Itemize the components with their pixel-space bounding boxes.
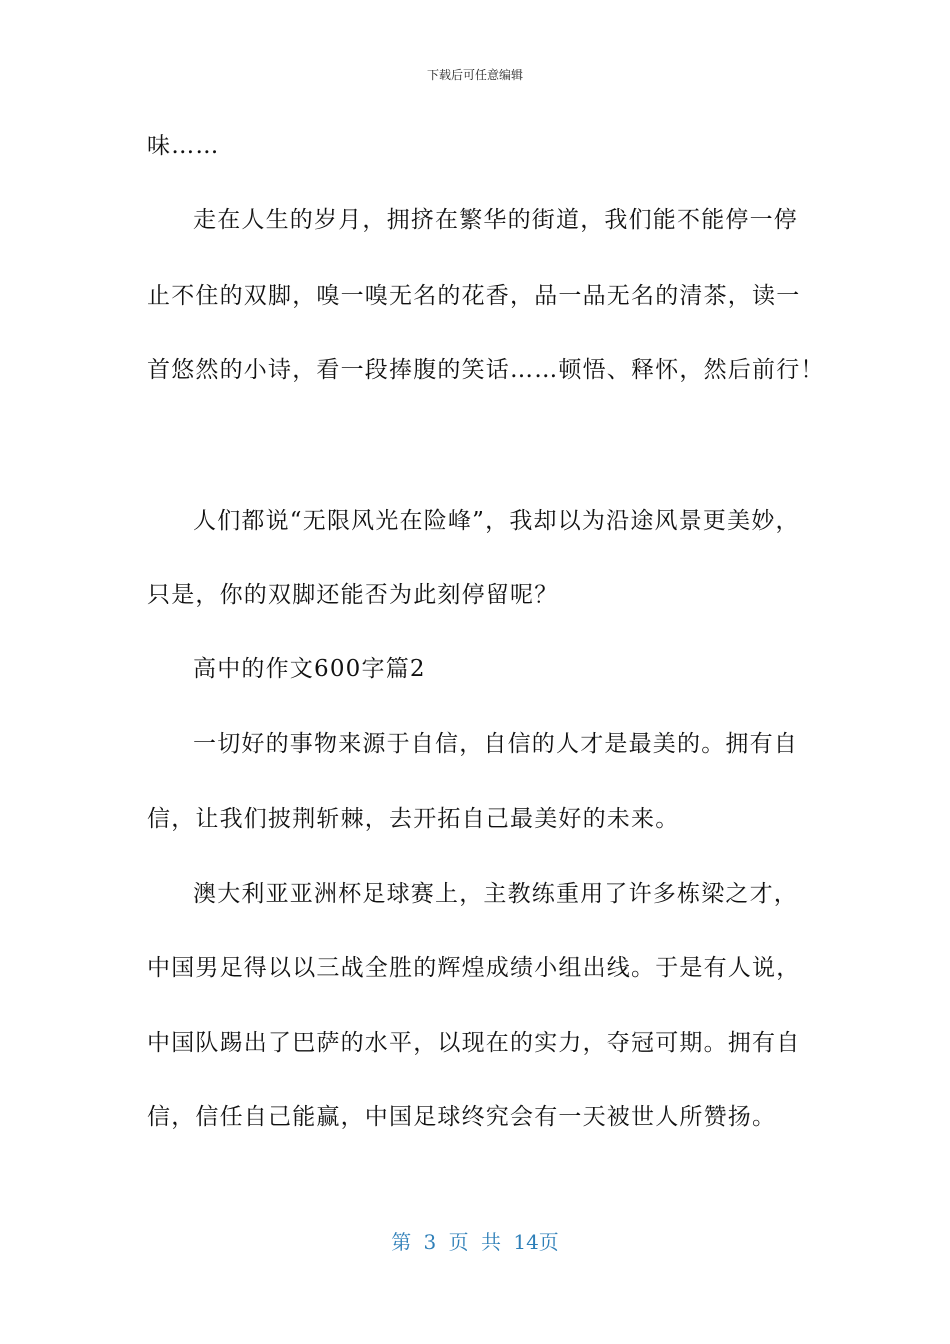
page-footer: 第 3 页 共 14页 (391, 1230, 559, 1254)
paragraph-first-line: 一切好的事物来源于自信，自信的人才是最美的。拥有自 (193, 731, 798, 757)
section-heading: 高中的作文600字篇2 (193, 656, 426, 682)
text-line: 首悠然的小诗，看一段捧腹的笑话……顿悟、释怀，然后前行！ (147, 357, 825, 383)
text-line: 中国队踢出了巴萨的水平，以现在的实力，夺冠可期。拥有自 (147, 1030, 801, 1056)
paragraph-first-line: 人们都说“无限风光在险峰”，我却以为沿途风景更美妙， (193, 508, 800, 534)
text-line: 只是，你的双脚还能否为此刻停留呢？ (147, 582, 559, 608)
text-line: 信，让我们披荆斩棘，去开拓自己最美好的未来。 (147, 806, 680, 832)
text-line: 中国男足得以以三战全胜的辉煌成绩小组出线。于是有人说， (147, 955, 801, 981)
paragraph-first-line: 澳大利亚亚洲杯足球赛上，主教练重用了许多栋梁之才， (193, 881, 798, 907)
text-line: 信，信任自己能赢，中国足球终究会有一天被世人所赞扬。 (147, 1104, 777, 1130)
paragraph-first-line: 走在人生的岁月，拥挤在繁华的街道，我们能不能停一停 (193, 207, 798, 233)
page-header: 下载后可任意编辑 (426, 68, 523, 82)
text-line: 味…… (147, 133, 220, 159)
text-line: 止不住的双脚，嗅一嗅无名的花香，品一品无名的清茶，读一 (147, 283, 801, 309)
